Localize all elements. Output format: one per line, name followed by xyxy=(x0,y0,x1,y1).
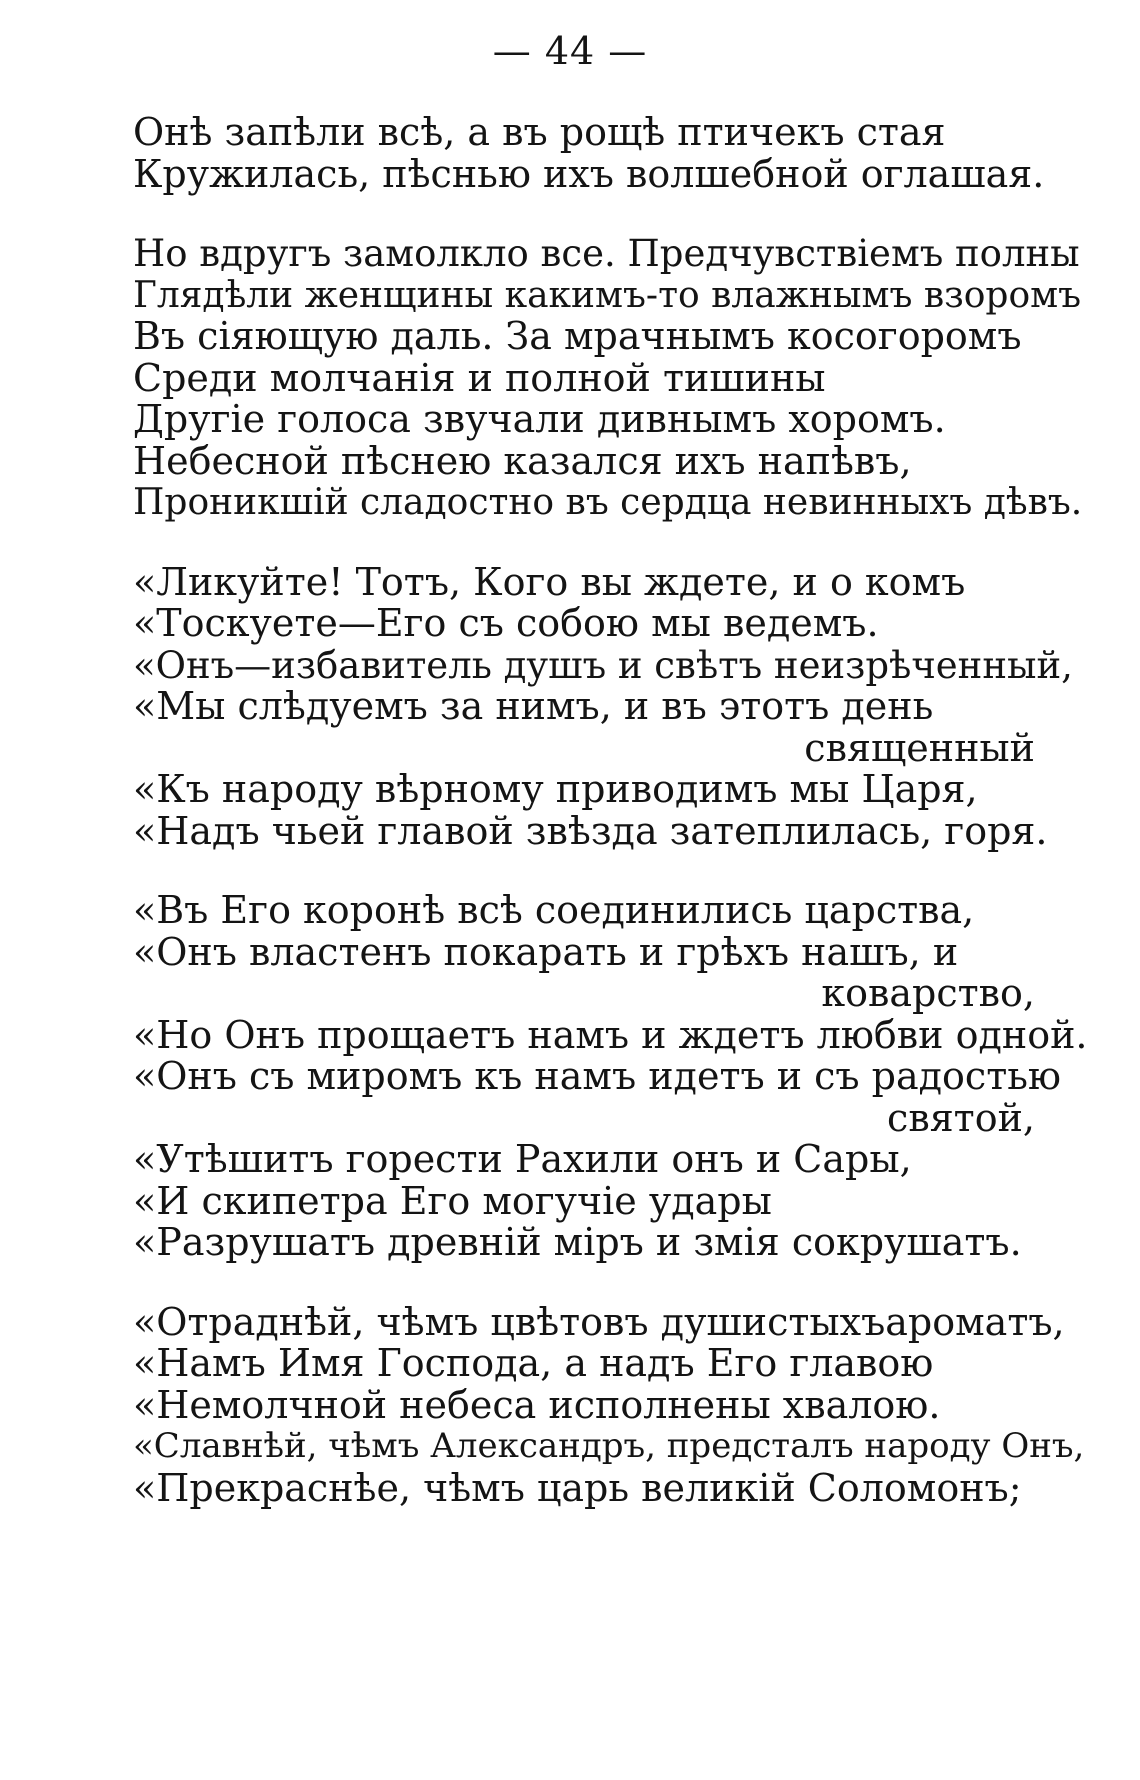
stanza xyxy=(133,559,1093,853)
verse-line: «Тоскуете—Его съ собою мы ведемъ. xyxy=(133,601,879,645)
verse-line: «Онъ—избавитель душъ и свѣтъ неизрѣченный, xyxy=(133,643,1073,687)
verse-line: Среди молчанія и полной тишины xyxy=(133,355,826,400)
stanza xyxy=(133,1299,1093,1510)
verse-line-continuation: святой, xyxy=(887,1095,1035,1140)
verse-line: Кружилась, пѣснью ихъ волшебной оглашая. xyxy=(133,151,1045,196)
verse-line: «Онъ властенъ покарать и грѣхъ нашъ, и xyxy=(133,929,959,974)
stanza xyxy=(133,112,1093,195)
verse-line-continuation: священный xyxy=(804,725,1035,770)
poem-text xyxy=(133,112,1093,1547)
stanza xyxy=(133,890,1093,1264)
page-number: — 44 — xyxy=(492,29,648,73)
verse-line: «Славнѣй, чѣмъ Александръ, предсталъ народу Онъ, xyxy=(133,1426,1085,1466)
verse-line: «Но Онъ прощаетъ намъ и ждетъ любви одной. xyxy=(133,1012,1088,1057)
verse-line: Но вдругъ замолкло все. Предчувствіемъ полны xyxy=(133,232,1080,275)
verse-line: Онѣ запѣли всѣ, а въ рощѣ птичекъ стая xyxy=(133,110,946,154)
verse-line: «И скипетра Его могучіе удары xyxy=(133,1178,772,1223)
verse-line: «Ликуйте! Тотъ, Кого вы ждете, и о комъ xyxy=(133,559,966,604)
verse-line: «Надъ чьей главой звѣзда затеплилась, горя. xyxy=(133,808,1048,853)
verse-line: «Въ Его коронѣ всѣ соединились царства, xyxy=(133,888,975,932)
verse-line: «Прекраснѣе, чѣмъ царь великій Соломонъ; xyxy=(133,1465,1022,1510)
verse-line: «Къ народу вѣрному приводимъ мы Царя, xyxy=(133,767,978,811)
verse-line: Небесной пѣснею казался ихъ напѣвъ, xyxy=(133,438,912,483)
verse-line: «Онъ съ миромъ къ намъ идетъ и съ радостью xyxy=(133,1054,1061,1098)
verse-line: «Утѣшитъ горести Рахили онъ и Сары, xyxy=(133,1137,912,1181)
verse-line: Въ сіяющую даль. За мрачнымъ косогоромъ xyxy=(133,314,1022,358)
verse-line: «Намъ Имя Господа, а надъ Его главою xyxy=(133,1341,934,1385)
verse-line: «Немолчной небеса исполнены хвалою. xyxy=(133,1382,941,1427)
verse-line-continuation: коварство, xyxy=(821,971,1035,1015)
verse-line: «Мы слѣдуемъ за нимъ, и въ этотъ день xyxy=(133,684,934,728)
verse-line: Глядѣли женщины какимъ-то влажнымъ взоромъ xyxy=(133,274,1082,316)
verse-line: Другіе голоса звучали дивнымъ хоромъ. xyxy=(133,397,946,441)
verse-line: Проникшій сладостно въ сердца невинныхъ дѣвъ. xyxy=(133,482,1083,523)
stanza xyxy=(133,233,1093,524)
verse-line: «Отраднѣй, чѣмъ цвѣтовъ душистыхъароматъ, xyxy=(133,1299,1065,1344)
verse-line: «Разрушатъ древній міръ и змія сокрушатъ. xyxy=(133,1220,1022,1264)
